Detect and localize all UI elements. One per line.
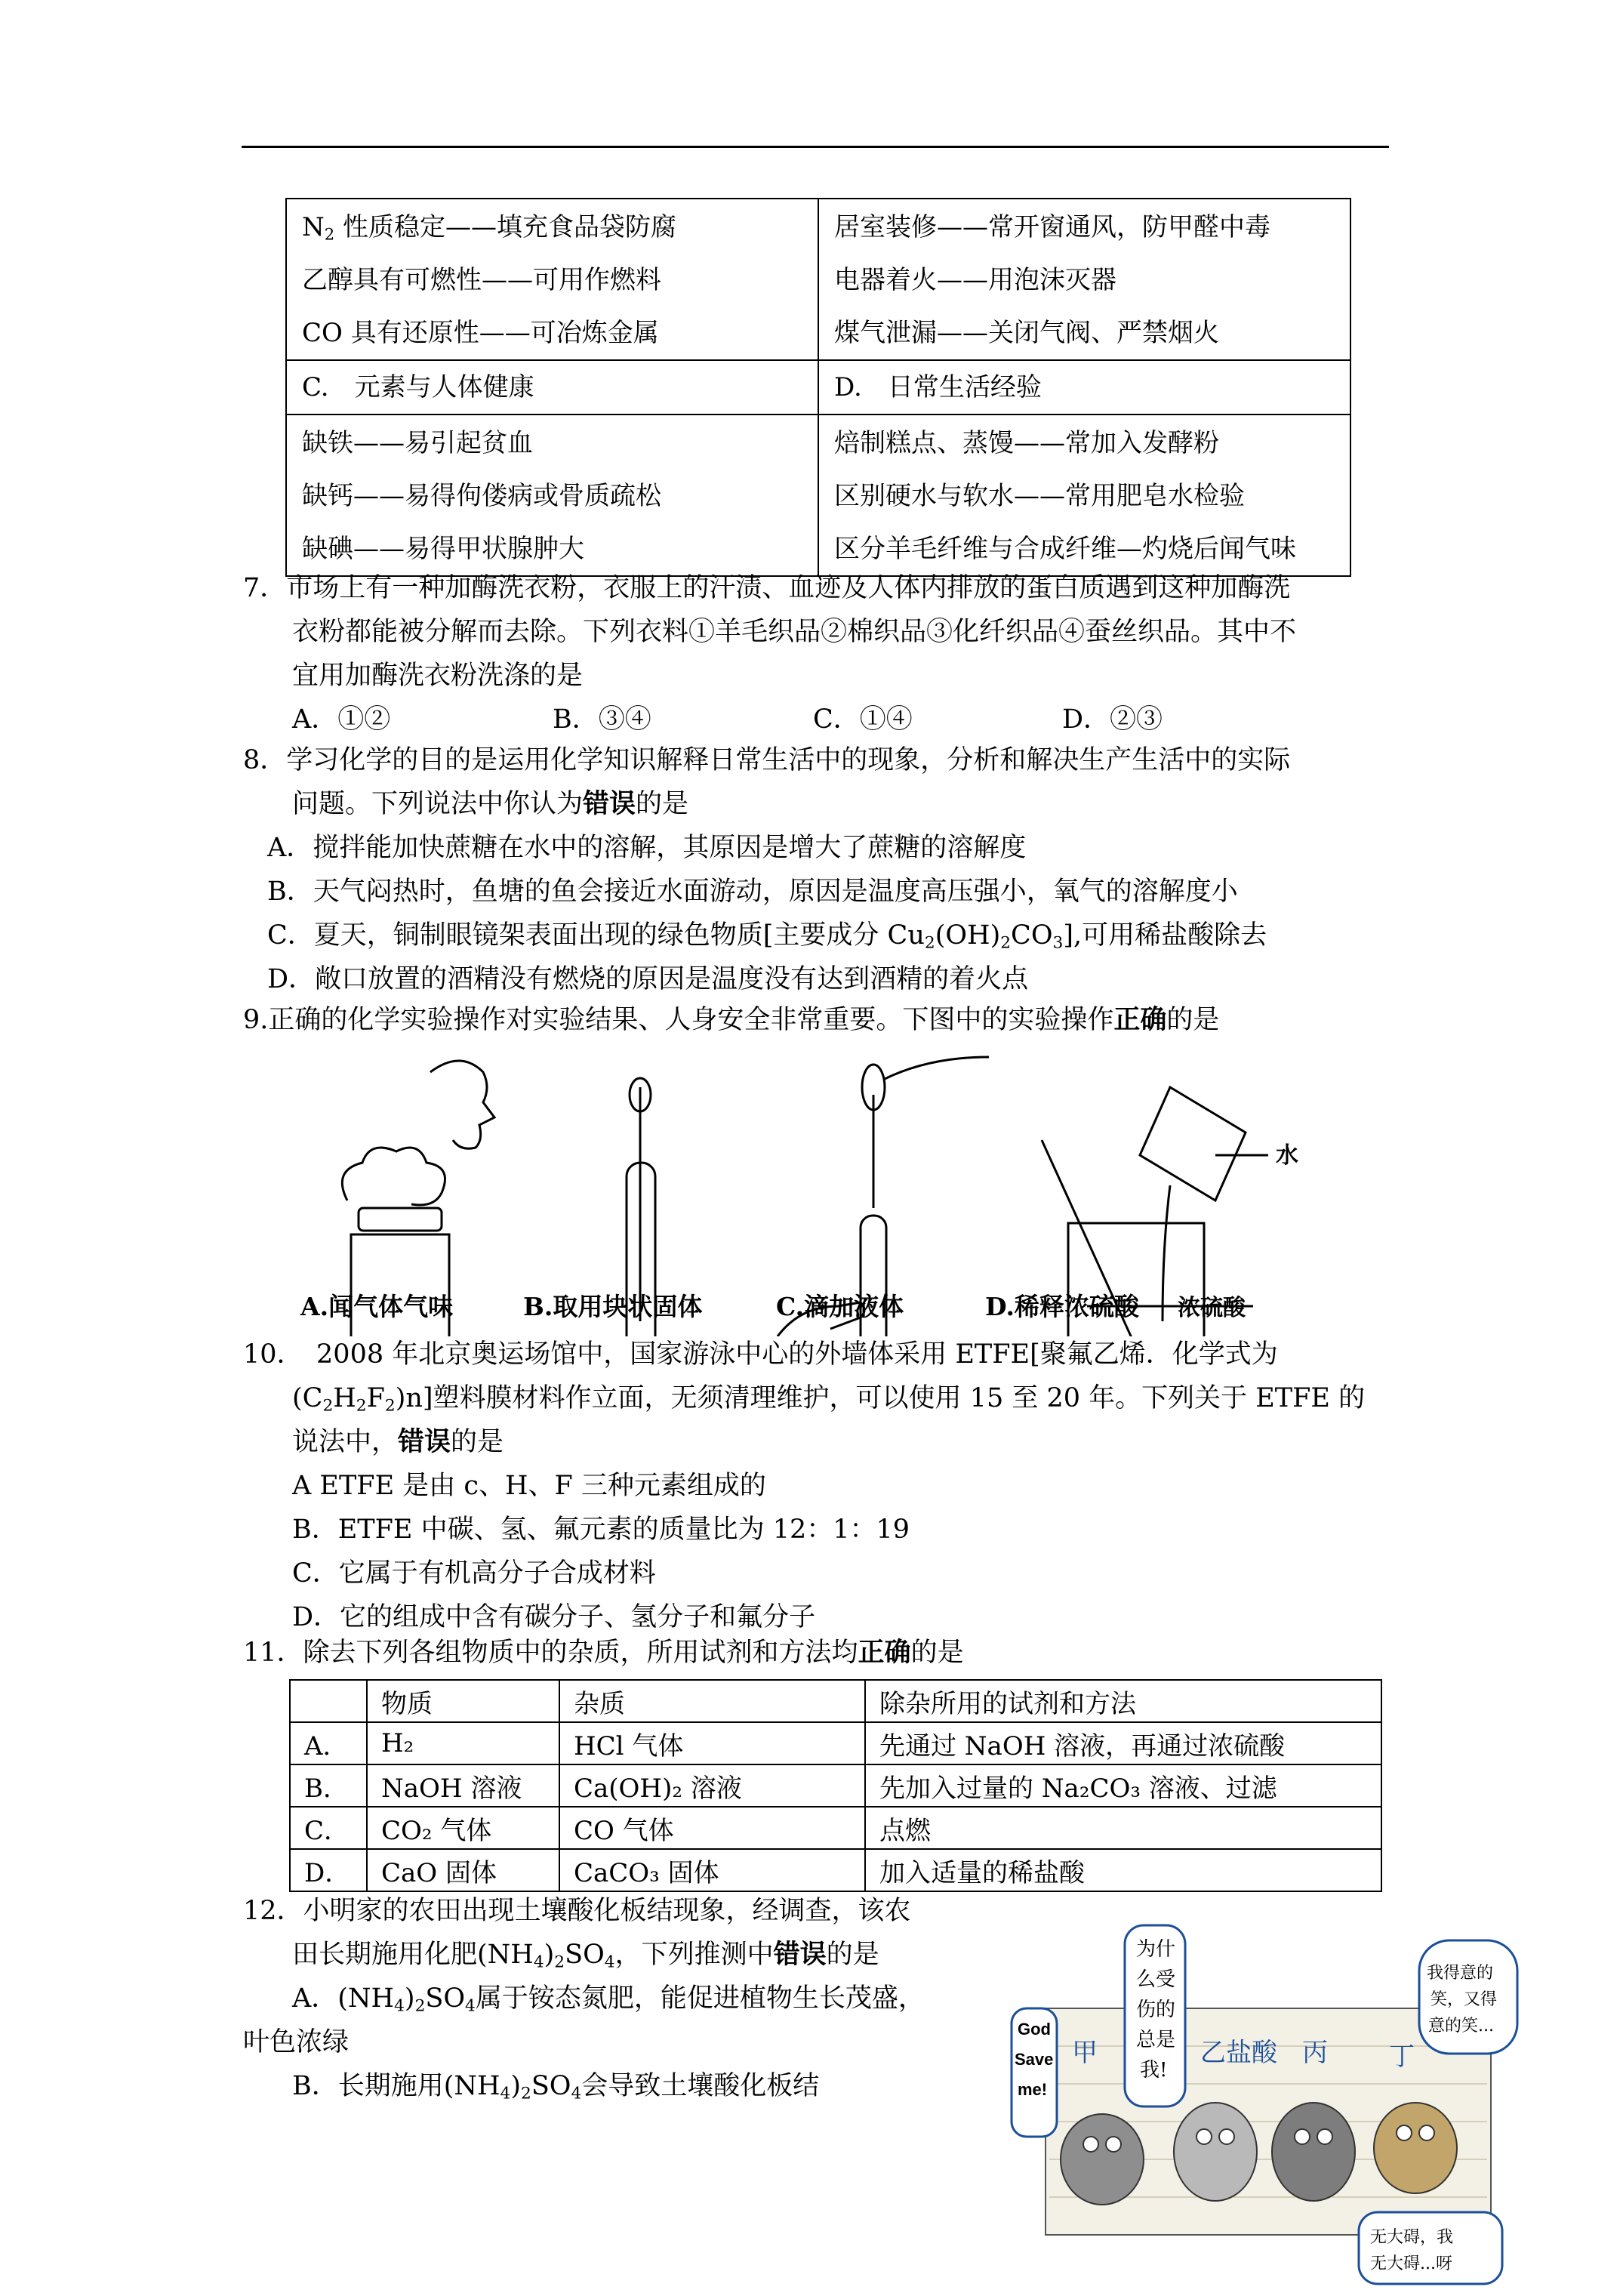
question-10: 10． 2008 年北京奥运场馆中，国家游泳中心的外墙体采用 ETFE[聚氟乙烯．化学式为 $(C_2H_2F_2)n$]塑料膜材料作立面，无须清理维护，可以使用 15 至 20 年。下列关于 ETFE 的 说法中，错误的是 A ETFE 是由 c、H、F 三种元素组成的 B．ETFE 中碳、氢、氟元素的质量比为 12：1：19 C．它属于有机高分子合成材料 D．它的组成中含有碳分子、氢分子和氟分子	[243, 1333, 1365, 1639]
caption-b: B.取用块状固体	[523, 1292, 703, 1321]
cell-d-life: 焙制糕点、蒸馒——常加入发酵粉 区别硬水与软水——常用肥皂水检验 区分羊毛纤维与合成纤维—灼烧后闻气味	[818, 415, 1350, 576]
q8-option-b: B．天气闷热时，鱼塘的鱼会接近水面游动，原因是温度高压强小，氧气的溶解度小	[267, 877, 1238, 907]
q8-option-d: D．敞口放置的酒精没有燃烧的原因是温度没有达到酒精的着火点	[267, 964, 1029, 994]
svg-text:Save: Save	[1015, 2050, 1054, 2069]
q10-option-c: C．它属于有机高分子合成材料	[292, 1558, 656, 1589]
svg-text:么受: 么受	[1136, 1968, 1176, 1991]
q10-option-b: B．ETFE 中碳、氢、氟元素的质量比为 12：1：19	[292, 1515, 910, 1545]
q10-option-d: D．它的组成中含有碳分子、氢分子和氟分子	[292, 1602, 816, 1632]
impurity-table	[289, 1679, 1382, 1892]
q12-option-b: B．长期施用$(NH_4)_2SO_4$会导致土壤酸化板结	[292, 2071, 820, 2103]
svg-text:甲: 甲	[1072, 2038, 1098, 2068]
svg-text:笑，又得: 笑，又得	[1431, 1990, 1498, 2009]
svg-text:丁: 丁	[1389, 2042, 1415, 2072]
q10-option-a: A ETFE 是由 c、H、F 三种元素组成的	[292, 1471, 766, 1501]
q12-option-a: A．$(NH_4)_2SO_4$属于铵态氮肥，能促进植物生长茂盛，	[292, 1983, 925, 2016]
svg-text:为什: 为什	[1136, 1938, 1176, 1961]
q7-option-b: B．③④	[553, 704, 651, 735]
q7-option-a: A．①②	[292, 704, 391, 735]
svg-text:我!: 我!	[1140, 2059, 1168, 2082]
question-7: 7．市场上有一种加酶洗衣粉，衣服上的汗渍、血迹及人体内排放的蛋白质遇到这种加酶洗 衣粉都能被分解而去除。下列衣料①羊毛织品②棉织品③化纤织品④蚕丝织品。其中不 宜用加酶洗衣粉洗涤的是 A．①② B．③④ C．①④ D．②③	[243, 566, 1296, 741]
cell-c-header: C. 元素与人体健康	[286, 360, 818, 415]
svg-text:丙: 丙	[1302, 2038, 1328, 2068]
svg-text:伤的: 伤的	[1136, 1999, 1176, 2021]
table-row: C． CO₂ 气体 CO 气体 点燃	[290, 1807, 1381, 1849]
label-conc-acid: 浓硫酸	[1178, 1295, 1246, 1321]
svg-text:无大碍，我: 无大碍，我	[1370, 2228, 1454, 2247]
table-row: B． NaOH 溶液 Ca(OH)₂ 溶液 先加入过量的 Na₂CO₃ 溶液、过滤	[290, 1764, 1381, 1807]
svg-text:无大碍...呀: 无大碍...呀	[1370, 2254, 1452, 2273]
table-header-row: 物质 杂质 除杂所用的试剂和方法	[290, 1680, 1381, 1722]
q7-option-d: D．②③	[1062, 704, 1163, 735]
caption-d: D.稀释浓硫酸	[985, 1292, 1139, 1321]
q8-option-c: C．夏天，铜制眼镜架表面出现的绿色物质[主要成分 $Cu_2(OH)_2CO_3$],可用稀盐酸除去	[267, 920, 1267, 953]
question-11: 11．除去下列各组物质中的杂质，所用试剂和方法均正确的是	[243, 1637, 964, 1668]
svg-text:意的笑...: 意的笑...	[1428, 2017, 1494, 2036]
svg-text:God: God	[1018, 2020, 1051, 2039]
cell-a-chemistry: $N_2$ 性质稳定——填充食品袋防腐 乙醇具有可燃性——可用作燃料 CO 具有还原性——可冶炼金属	[286, 199, 818, 360]
q7-option-c: C．①④	[813, 704, 913, 735]
question-9: 9.正确的化学实验操作对实验结果、人身安全非常重要。下图中的实验操作正确的是	[243, 1004, 1220, 1035]
table-row: A． H₂ HCl 气体 先通过 NaOH 溶液，再通过浓硫酸	[290, 1722, 1381, 1764]
svg-text:我得意的: 我得意的	[1427, 1964, 1494, 1983]
knowledge-table	[285, 198, 1351, 577]
caption-a: A.闻气体气味	[300, 1292, 454, 1321]
label-water: 水	[1276, 1142, 1298, 1169]
question-8: 8．学习化学的目的是运用化学知识解释日常生活中的现象，分析和解决生产生活中的实际 问题。下列说法中你认为错误的是 A．搅拌能加快蔗糖在水中的溶解，其原因是增大了蔗糖的溶解度 B．天气闷热时，鱼塘的鱼会接近水面游动，原因是温度高压强小，氧气的溶解度小 C．夏天，铜制眼镜架表面出现的绿色物质[主要成分 $Cu_2(OH)_2CO_3$],可用稀盐酸除去 D．敞口放置的酒精没有燃烧的原因是温度没有达到酒精的着火点	[243, 738, 1290, 1001]
q8-option-a: A．搅拌能加快蔗糖在水中的溶解，其原因是增大了蔗糖的溶解度	[267, 833, 1027, 863]
cell-c-health: 缺铁——易引起贫血 缺钙——易得佝偻病或骨质疏松 缺碘——易得甲状腺肿大	[286, 415, 818, 576]
table-row: D． CaO 固体 CaCO₃ 固体 加入适量的稀盐酸	[290, 1849, 1381, 1891]
cell-d-header: D. 日常生活经验	[818, 360, 1350, 415]
header-rule	[242, 146, 1389, 148]
question-12: 12．小明家的农田出现土壤酸化板结现象，经调查，该农 田长期施用化肥$(NH_4)_2SO_4$，下列推测中错误的是 A．$(NH_4)_2SO_4$属于铵态氮肥，能促进植物生长茂盛， 叶色浓绿 B．长期施用$(NH_4)_2SO_4$会导致土壤酸化板结	[243, 1889, 925, 2108]
svg-text:乙盐酸: 乙盐酸	[1200, 2038, 1277, 2068]
metals-cartoon	[996, 1910, 1525, 2288]
svg-text:me!: me!	[1018, 2080, 1048, 2099]
svg-text:总是: 总是	[1136, 2029, 1176, 2051]
caption-c: C.滴加液体	[776, 1292, 904, 1321]
cell-b-safety: 居室装修——常开窗通风，防甲醛中毒 电器着火——用泡沫灭器 煤气泄漏——关闭气阀、严禁烟火	[818, 199, 1350, 360]
